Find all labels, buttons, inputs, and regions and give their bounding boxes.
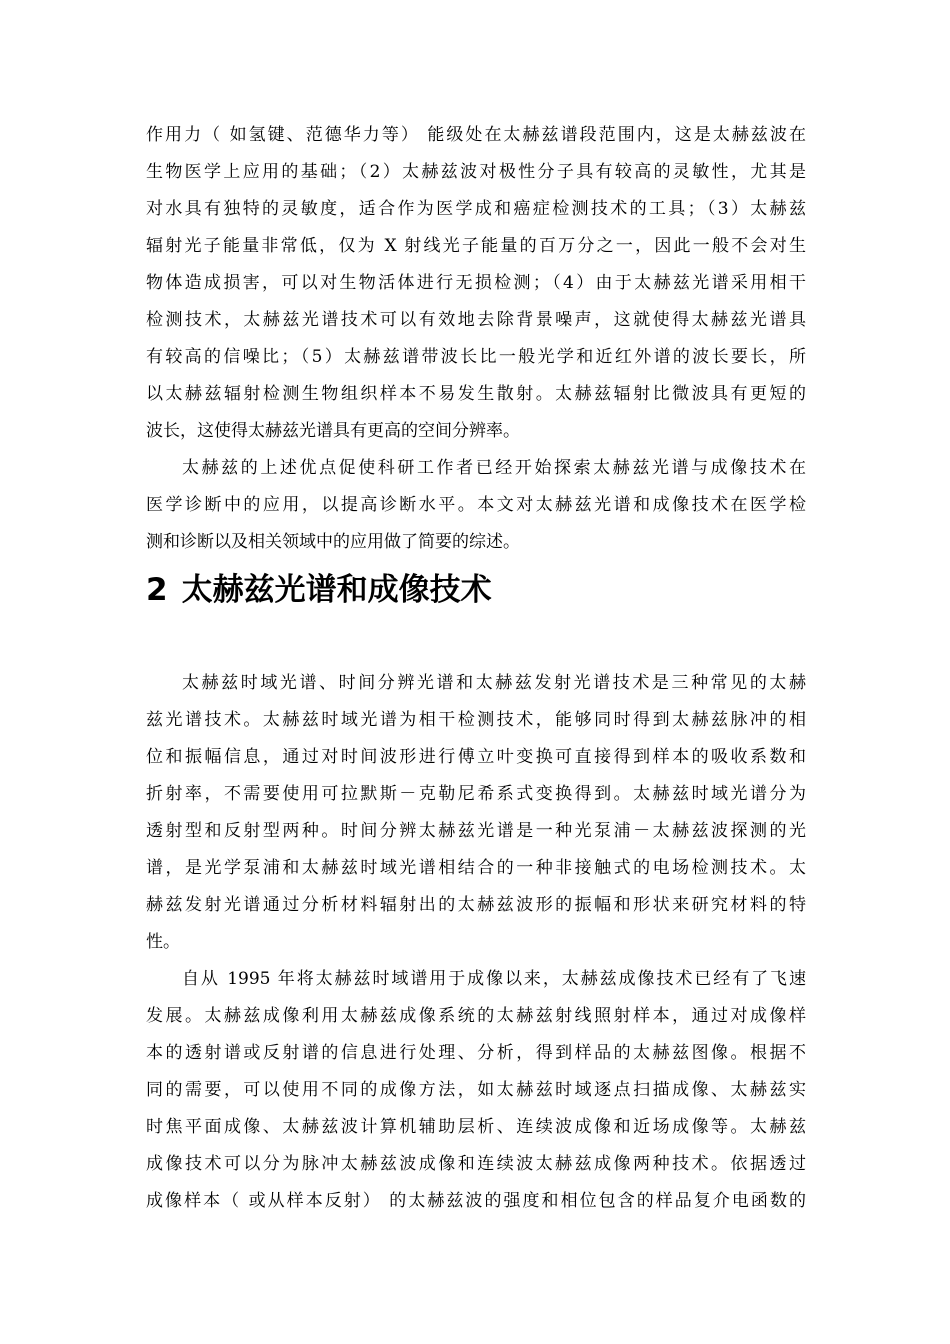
text-line: 辐射光子能量非常低，仅为 X 射线光子能量的百万分之一，因此一般不会对生 (146, 236, 806, 256)
text-line: 发展。太赫兹成像利用太赫兹成像系统的太赫兹射线照射样本，通过对成像样 (146, 1006, 806, 1026)
text-line: 谱，是光学泵浦和太赫兹时域光谱相结合的一种非接触式的电场检测技术。太 (146, 858, 806, 878)
text-line: 同的需要，可以使用不同的成像方法，如太赫兹时域逐点扫描成像、太赫兹实 (146, 1080, 806, 1100)
text-line: 位和振幅信息，通过对时间波形进行傅立叶变换可直接得到样本的吸收系数和 (146, 747, 806, 767)
text-line: 自从 1995 年将太赫兹时域谱用于成像以来，太赫兹成像技术已经有了飞速 (182, 969, 806, 989)
text-line: 对水具有独特的灵敏度，适合作为医学成和癌症检测技术的工具；（3）太赫兹 (146, 199, 806, 219)
text-line: 作用力（ 如氢键、范德华力等） 能级处在太赫兹谱段范围内，这是太赫兹波在 (146, 125, 806, 145)
text-line: 时焦平面成像、太赫兹波计算机辅助层析、连续波成像和近场成像等。太赫兹 (146, 1117, 806, 1137)
text-line: 赫兹发射光谱通过分析材料辐射出的太赫兹波形的振幅和形状来研究材料的特 (146, 895, 806, 915)
text-line: 医学诊断中的应用，以提高诊断水平。本文对太赫兹光谱和成像技术在医学检 (146, 495, 806, 515)
text-line: 波长，这使得太赫兹光谱具有更高的空间分辨率。 (146, 421, 520, 441)
text-line: 生物医学上应用的基础；（2）太赫兹波对极性分子具有较高的灵敏性，尤其是 (146, 162, 806, 182)
text-line: 物体造成损害，可以对生物活体进行无损检测；（4）由于太赫兹光谱采用相干 (146, 273, 806, 293)
text-line: 有较高的信噪比；（5）太赫兹谱带波长比一般光学和近红外谱的波长要长，所 (146, 347, 806, 367)
text-line: 检测技术，太赫兹光谱技术可以有效地去除背景噪声，这就使得太赫兹光谱具 (146, 310, 806, 330)
text-line: 以太赫兹辐射检测生物组织样本不易发生散射。太赫兹辐射比微波具有更短的 (146, 384, 806, 404)
text-line: 性。 (146, 932, 180, 952)
text-line: 成像样本（ 或从样本反射） 的太赫兹波的强度和相位包含的样品复介电函数的 (146, 1191, 806, 1211)
text-line: 折射率，不需要使用可拉默斯－克勒尼希系式变换得到。太赫兹时域光谱分为 (146, 784, 806, 804)
text-line: 本的透射谱或反射谱的信息进行处理、分析，得到样品的太赫兹图像。根据不 (146, 1043, 806, 1063)
section-heading (146, 568, 492, 612)
text-line: 透射型和反射型两种。时间分辨太赫兹光谱是一种光泵浦－太赫兹波探测的光 (146, 821, 806, 841)
section-number: 2 (146, 572, 168, 608)
text-line: 兹光谱技术。太赫兹时域光谱为相干检测技术，能够同时得到太赫兹脉冲的相 (146, 710, 806, 730)
text-line: 成像技术可以分为脉冲太赫兹波成像和连续波太赫兹成像两种技术。依据透过 (146, 1154, 806, 1174)
section-title: 太赫兹光谱和成像技术 (181, 572, 492, 608)
text-line: 太赫兹时域光谱、时间分辨光谱和太赫兹发射光谱技术是三种常见的太赫 (182, 673, 806, 693)
text-line: 太赫兹的上述优点促使科研工作者已经开始探索太赫兹光谱与成像技术在 (182, 458, 806, 478)
text-line: 测和诊断以及相关领域中的应用做了简要的综述。 (146, 532, 520, 552)
